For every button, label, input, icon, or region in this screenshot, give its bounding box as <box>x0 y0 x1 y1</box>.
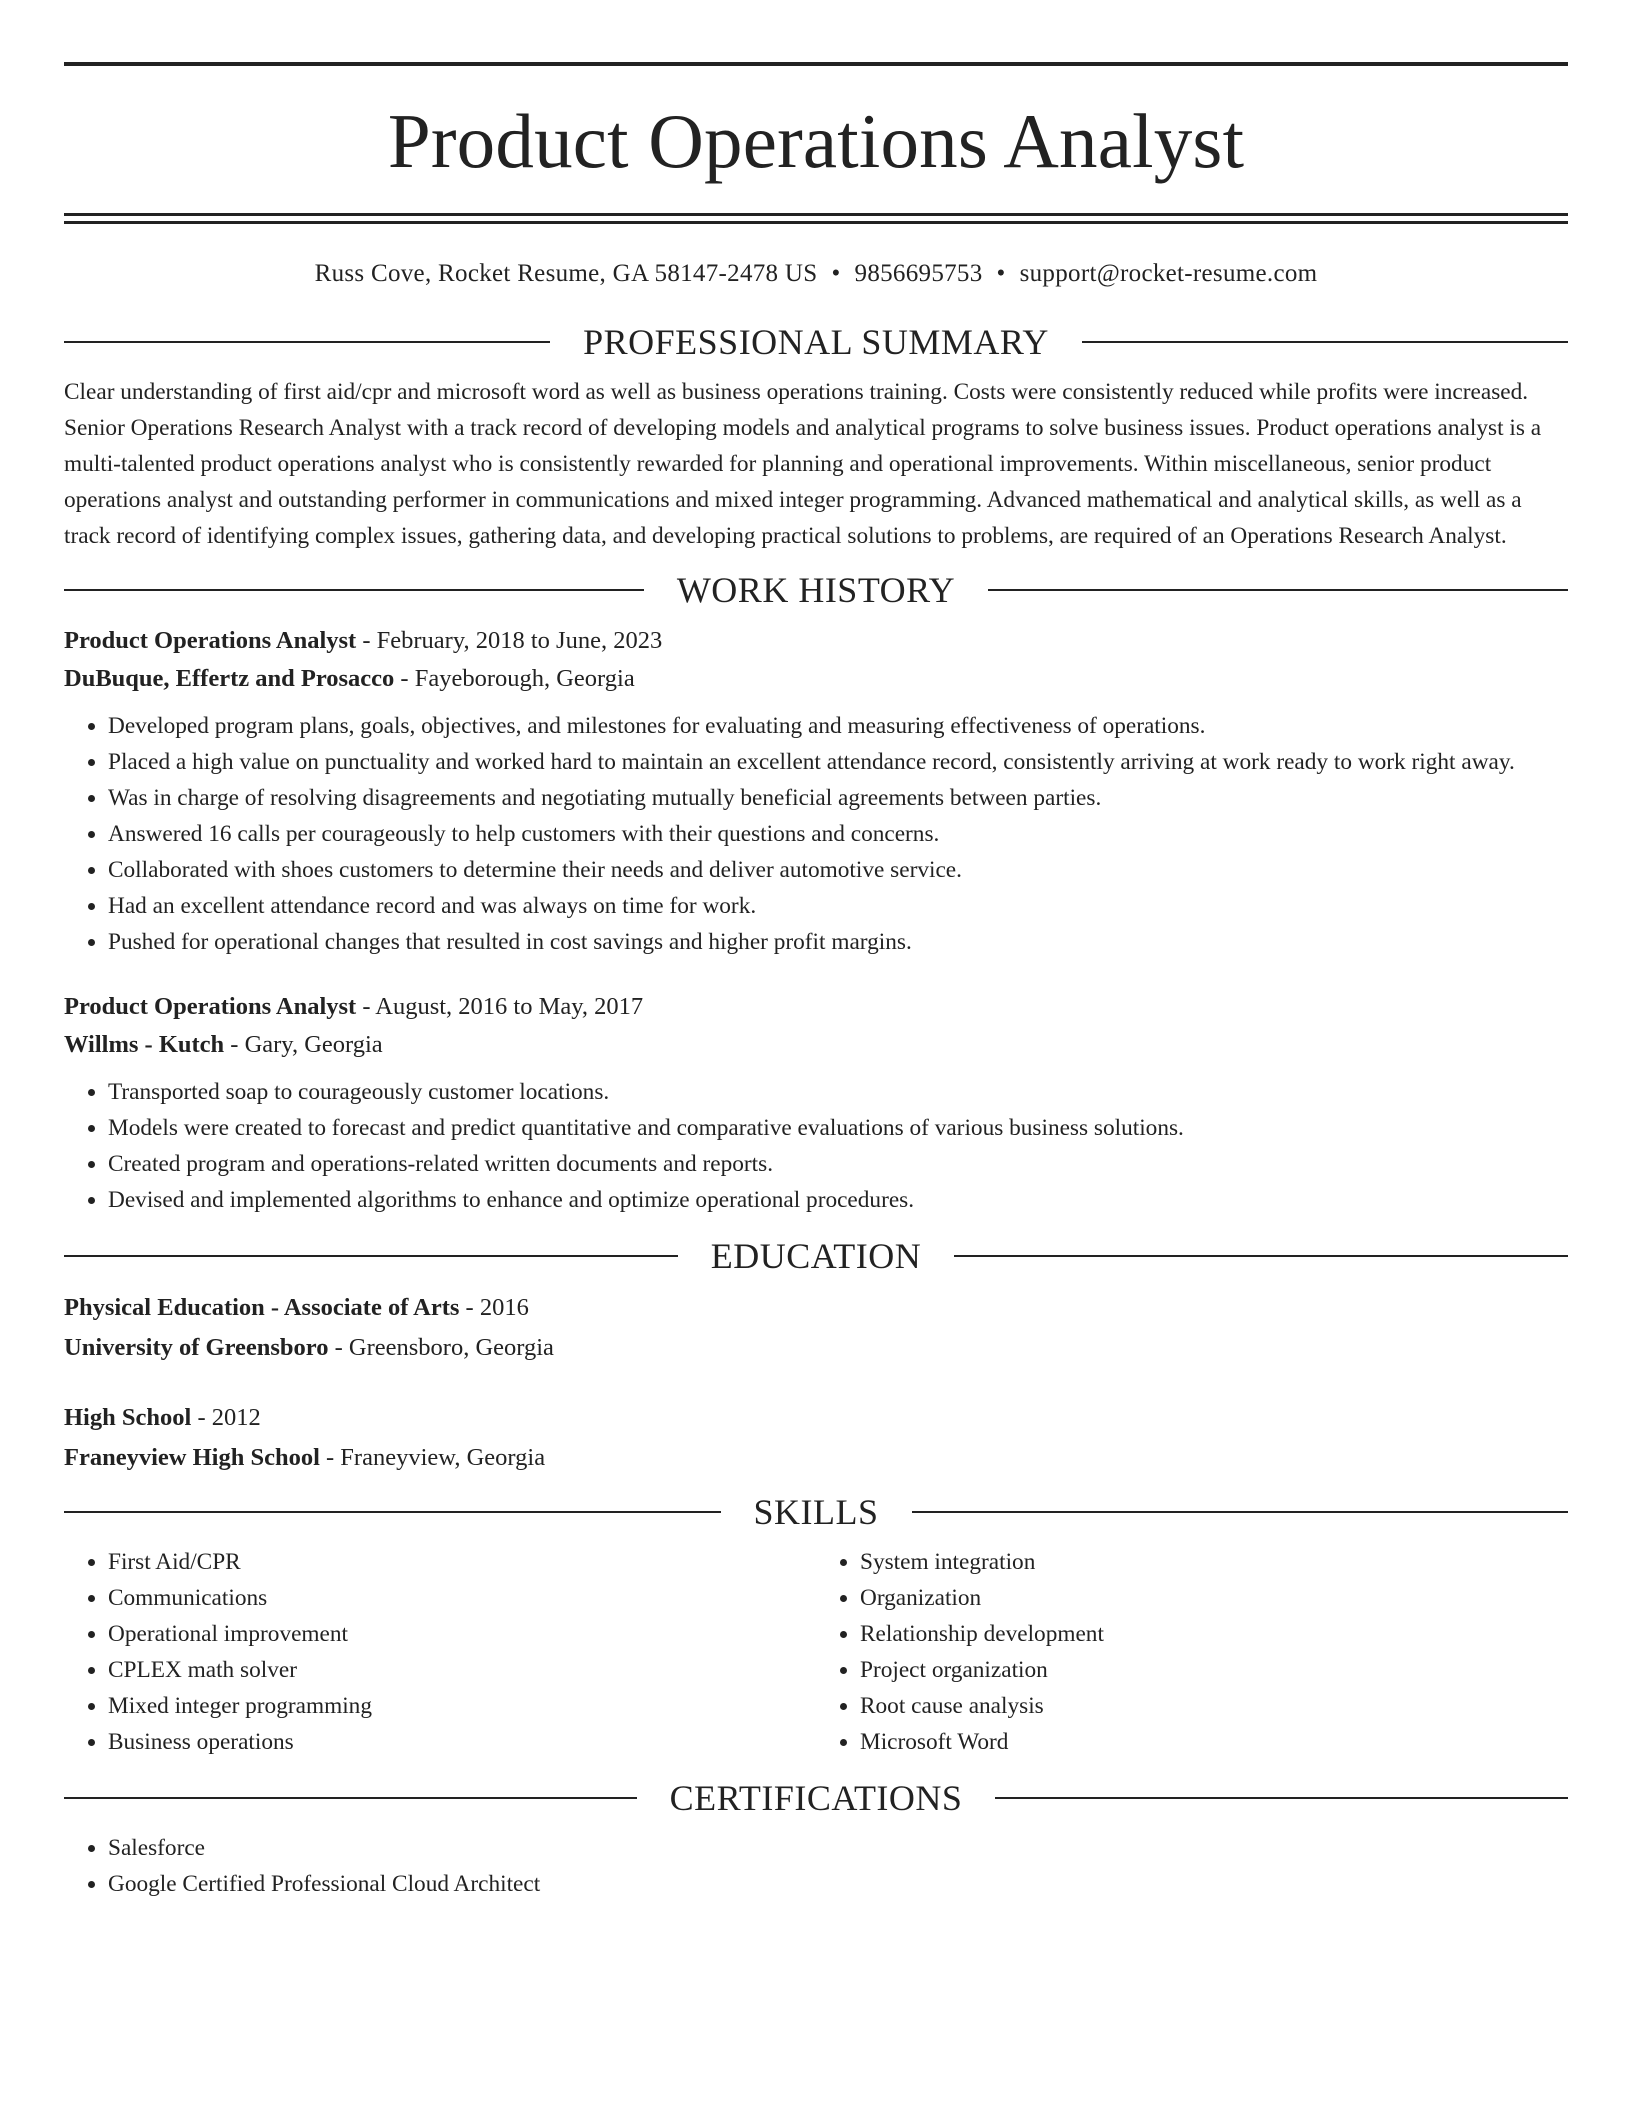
contact-separator: • <box>996 260 1006 287</box>
job-title-line <box>64 622 1568 660</box>
job-company: Willms - Kutch <box>64 1031 225 1058</box>
education-location: - Franeyview, Georgia <box>319 1444 546 1471</box>
section-heading-skills <box>64 1494 1568 1530</box>
contact-address: Russ Cove, Rocket Resume, GA 58147-2478 US <box>314 260 818 287</box>
job-bullet: • Answered 16 calls per courageously to help customers with their questions and concerns. <box>108 816 1568 852</box>
job-bullet-list <box>64 1074 1568 1218</box>
education-degree: High School <box>64 1404 192 1431</box>
education-degree-line <box>64 1398 1568 1438</box>
skill-item: • CPLEX math solver <box>108 1652 816 1688</box>
contact-line <box>64 261 1568 286</box>
job-title-line <box>64 988 1568 1026</box>
job-bullet: • Transported soap to courageously customer locations. <box>108 1074 1568 1110</box>
skills-list-left <box>64 1544 816 1760</box>
education-entry <box>64 1398 1568 1478</box>
certification-item: • Google Certified Professional Cloud Architect <box>108 1866 1568 1902</box>
job-bullet: • Placed a high value on punctuality and worked hard to maintain an excellent attendance record, consistently arriving at work ready to work right away. <box>108 744 1568 780</box>
job-entry <box>64 622 1568 960</box>
education-location: - Greensboro, Georgia <box>328 1334 554 1361</box>
job-title: Product Operations Analyst <box>64 627 357 654</box>
job-company: DuBuque, Effertz and Prosacco <box>64 665 395 692</box>
skill-item: • First Aid/CPR <box>108 1544 816 1580</box>
skill-item: • Business operations <box>108 1724 816 1760</box>
job-dates: - August, 2016 to May, 2017 <box>356 993 644 1020</box>
education-year: - 2016 <box>459 1294 529 1321</box>
section-title: EDUCATION <box>710 1236 922 1276</box>
skill-item: • Project organization <box>860 1652 1568 1688</box>
certifications-list <box>64 1830 1568 1902</box>
education-degree: Physical Education - Associate of Arts <box>64 1294 460 1321</box>
education-school-line <box>64 1328 1568 1368</box>
job-location: - Fayeborough, Georgia <box>394 665 635 692</box>
skill-item: • System integration <box>860 1544 1568 1580</box>
job-bullet-list <box>64 708 1568 960</box>
section-title: PROFESSIONAL SUMMARY <box>583 322 1049 362</box>
section-heading-work-history <box>64 572 1568 608</box>
job-company-line <box>64 660 1568 698</box>
section-title: WORK HISTORY <box>676 570 956 610</box>
job-bullet: • Collaborated with shoes customers to determine their needs and deliver automotive service. <box>108 852 1568 888</box>
job-entry <box>64 988 1568 1218</box>
contact-phone[interactable]: 9856695753 <box>854 260 983 287</box>
contact-email[interactable]: support@rocket-resume.com <box>1019 260 1318 287</box>
skill-item: • Microsoft Word <box>860 1724 1568 1760</box>
summary-text: Clear understanding of first aid/cpr and microsoft word as well as business operations training. Costs were consistently reduced while profits were increased. Senior Operations Research Analyst with a track record of developing models and analytical programs to solve business issues. Product operations analyst is a multi-talented product operations analyst who is consistently rewarded for planning and operational improvements. Within miscellaneous, senior product operations analyst and outstanding performer in communications and mixed integer programming. Advanced mathematical and analytical skills, as well as a track record of identifying complex issues, gathering data, and developing practical solutions to problems, are required of an Operations Research Analyst. <box>64 379 1542 549</box>
section-heading-education <box>64 1238 1568 1274</box>
resume-title: Product Operations Analyst <box>387 98 1245 184</box>
job-bullet: • Devised and implemented algorithms to enhance and optimize operational procedures. <box>108 1182 1568 1218</box>
section-title: SKILLS <box>753 1492 879 1532</box>
job-bullet: • Had an excellent attendance record and was always on time for work. <box>108 888 1568 924</box>
job-location: - Gary, Georgia <box>224 1031 383 1058</box>
job-company-line <box>64 1026 1568 1064</box>
top-rule <box>64 62 1568 66</box>
job-bullet: • Models were created to forecast and predict quantitative and comparative evaluations of various business solutions. <box>108 1110 1568 1146</box>
title-double-rule <box>64 213 1568 224</box>
skill-item: • Mixed integer programming <box>108 1688 816 1724</box>
skill-item: • Relationship development <box>860 1616 1568 1652</box>
education-school-line <box>64 1438 1568 1478</box>
job-bullet: • Was in charge of resolving disagreements and negotiating mutually beneficial agreements between parties. <box>108 780 1568 816</box>
education-entry <box>64 1288 1568 1368</box>
job-bullet: • Created program and operations-related written documents and reports. <box>108 1146 1568 1182</box>
section-heading-certifications <box>64 1780 1568 1816</box>
education-year: - 2012 <box>191 1404 261 1431</box>
skill-item: • Operational improvement <box>108 1616 816 1652</box>
education-school: Franeyview High School <box>64 1444 320 1471</box>
job-title: Product Operations Analyst <box>64 993 357 1020</box>
skills-grid <box>64 1544 1568 1760</box>
skill-item: • Communications <box>108 1580 816 1616</box>
job-bullet: • Developed program plans, goals, objectives, and milestones for evaluating and measuring effectiveness of operations. <box>108 708 1568 744</box>
job-dates: - February, 2018 to June, 2023 <box>356 627 663 654</box>
education-degree-line <box>64 1288 1568 1328</box>
skill-item: • Organization <box>860 1580 1568 1616</box>
certification-item: • Salesforce <box>108 1830 1568 1866</box>
section-title: CERTIFICATIONS <box>669 1778 963 1818</box>
education-school: University of Greensboro <box>64 1334 329 1361</box>
job-bullet: • Pushed for operational changes that resulted in cost savings and higher profit margins. <box>108 924 1568 960</box>
section-heading-summary <box>64 324 1568 360</box>
skills-list-right <box>816 1544 1568 1760</box>
contact-separator: • <box>831 260 841 287</box>
skill-item: • Root cause analysis <box>860 1688 1568 1724</box>
